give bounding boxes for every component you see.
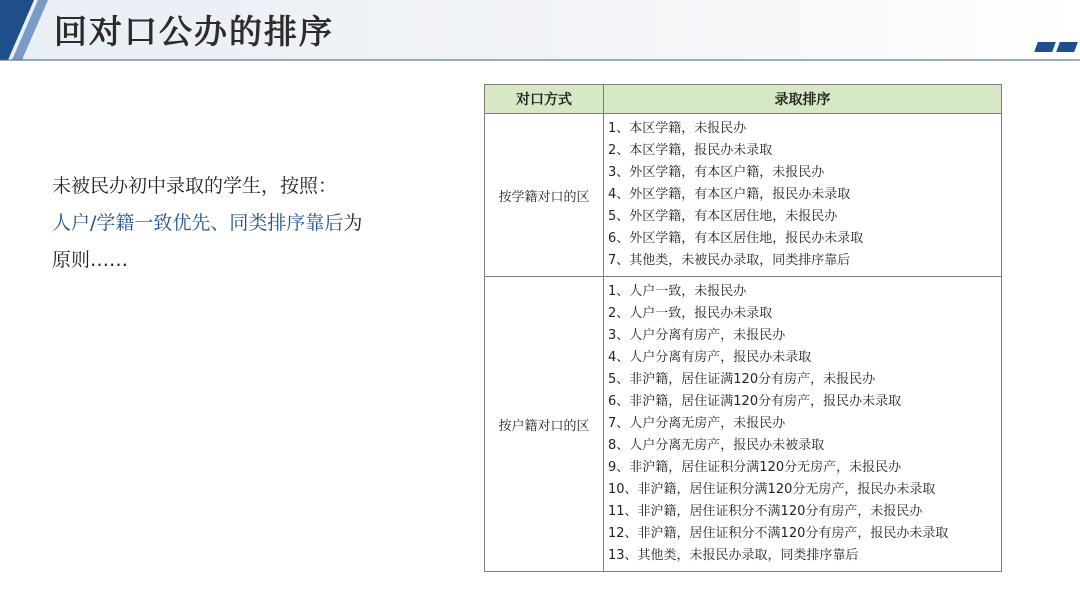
order-item: 4、人户分离有房产，报民办未录取 <box>608 350 812 365</box>
header-divider <box>0 59 1080 61</box>
order-item: 9、非沪籍，居住证积分满120分无房产，未报民办 <box>608 460 902 475</box>
table-row <box>485 114 1002 277</box>
row-method-cell: 按户籍对口的区 <box>485 277 604 572</box>
accent-block-decoration <box>1056 42 1078 52</box>
order-item: 2、人户一致，报民办未录取 <box>608 306 773 321</box>
intro-line-3: 原则…… <box>52 249 129 271</box>
order-item: 6、非沪籍，居住证满120分有房产，报民办未录取 <box>608 394 902 409</box>
order-item: 1、人户一致，未报民办 <box>608 284 747 299</box>
slide-title: 回对口公办的排序 <box>54 12 334 51</box>
order-item: 7、人户分离无房产，未报民办 <box>608 416 786 431</box>
intro-text <box>52 168 432 279</box>
order-item: 7、其他类，未被民办录取，同类排序靠后 <box>608 253 851 268</box>
order-item: 4、外区学籍，有本区户籍，报民办未录取 <box>608 187 851 202</box>
order-item: 2、本区学籍，报民办未录取 <box>608 143 773 158</box>
intro-line-2-tail: 为 <box>343 212 363 234</box>
admission-order-table <box>484 84 1002 572</box>
intro-line-2 <box>52 205 432 242</box>
order-item: 12、非沪籍，居住证积分不满120分有房产，报民办未录取 <box>608 526 949 541</box>
column-header-method: 对口方式 <box>485 85 604 114</box>
order-item: 3、人户分离有房产，未报民办 <box>608 328 786 343</box>
intro-line-1: 未被民办初中录取的学生，按照： <box>52 175 338 197</box>
order-item: 6、外区学籍，有本区居住地，报民办未录取 <box>608 231 864 246</box>
column-header-order: 录取排序 <box>604 85 1002 114</box>
intro-highlight: 人户/学籍一致优先、同类排序靠后 <box>52 212 344 234</box>
order-item: 8、人户分离无房产，报民办未被录取 <box>608 438 825 453</box>
order-item: 11、非沪籍，居住证积分不满120分有房产，未报民办 <box>608 504 923 519</box>
corner-stripe-decoration <box>0 0 48 60</box>
order-item: 1、本区学籍，未报民办 <box>608 121 747 136</box>
table-header-row <box>485 85 1002 114</box>
order-item: 13、其他类，未报民办录取，同类排序靠后 <box>608 548 859 563</box>
order-item: 3、外区学籍，有本区户籍，未报民办 <box>608 165 825 180</box>
order-item: 10、非沪籍，居住证积分满120分无房产，报民办未录取 <box>608 482 936 497</box>
row-method-cell: 按学籍对口的区 <box>485 114 604 277</box>
row-order-cell <box>604 277 1002 572</box>
slide-header <box>0 0 1080 60</box>
table-row <box>485 277 1002 572</box>
order-item: 5、非沪籍，居住证满120分有房产，未报民办 <box>608 372 876 387</box>
row-order-cell <box>604 114 1002 277</box>
order-item: 5、外区学籍，有本区居住地，未报民办 <box>608 209 838 224</box>
accent-block-decoration <box>1034 42 1056 52</box>
